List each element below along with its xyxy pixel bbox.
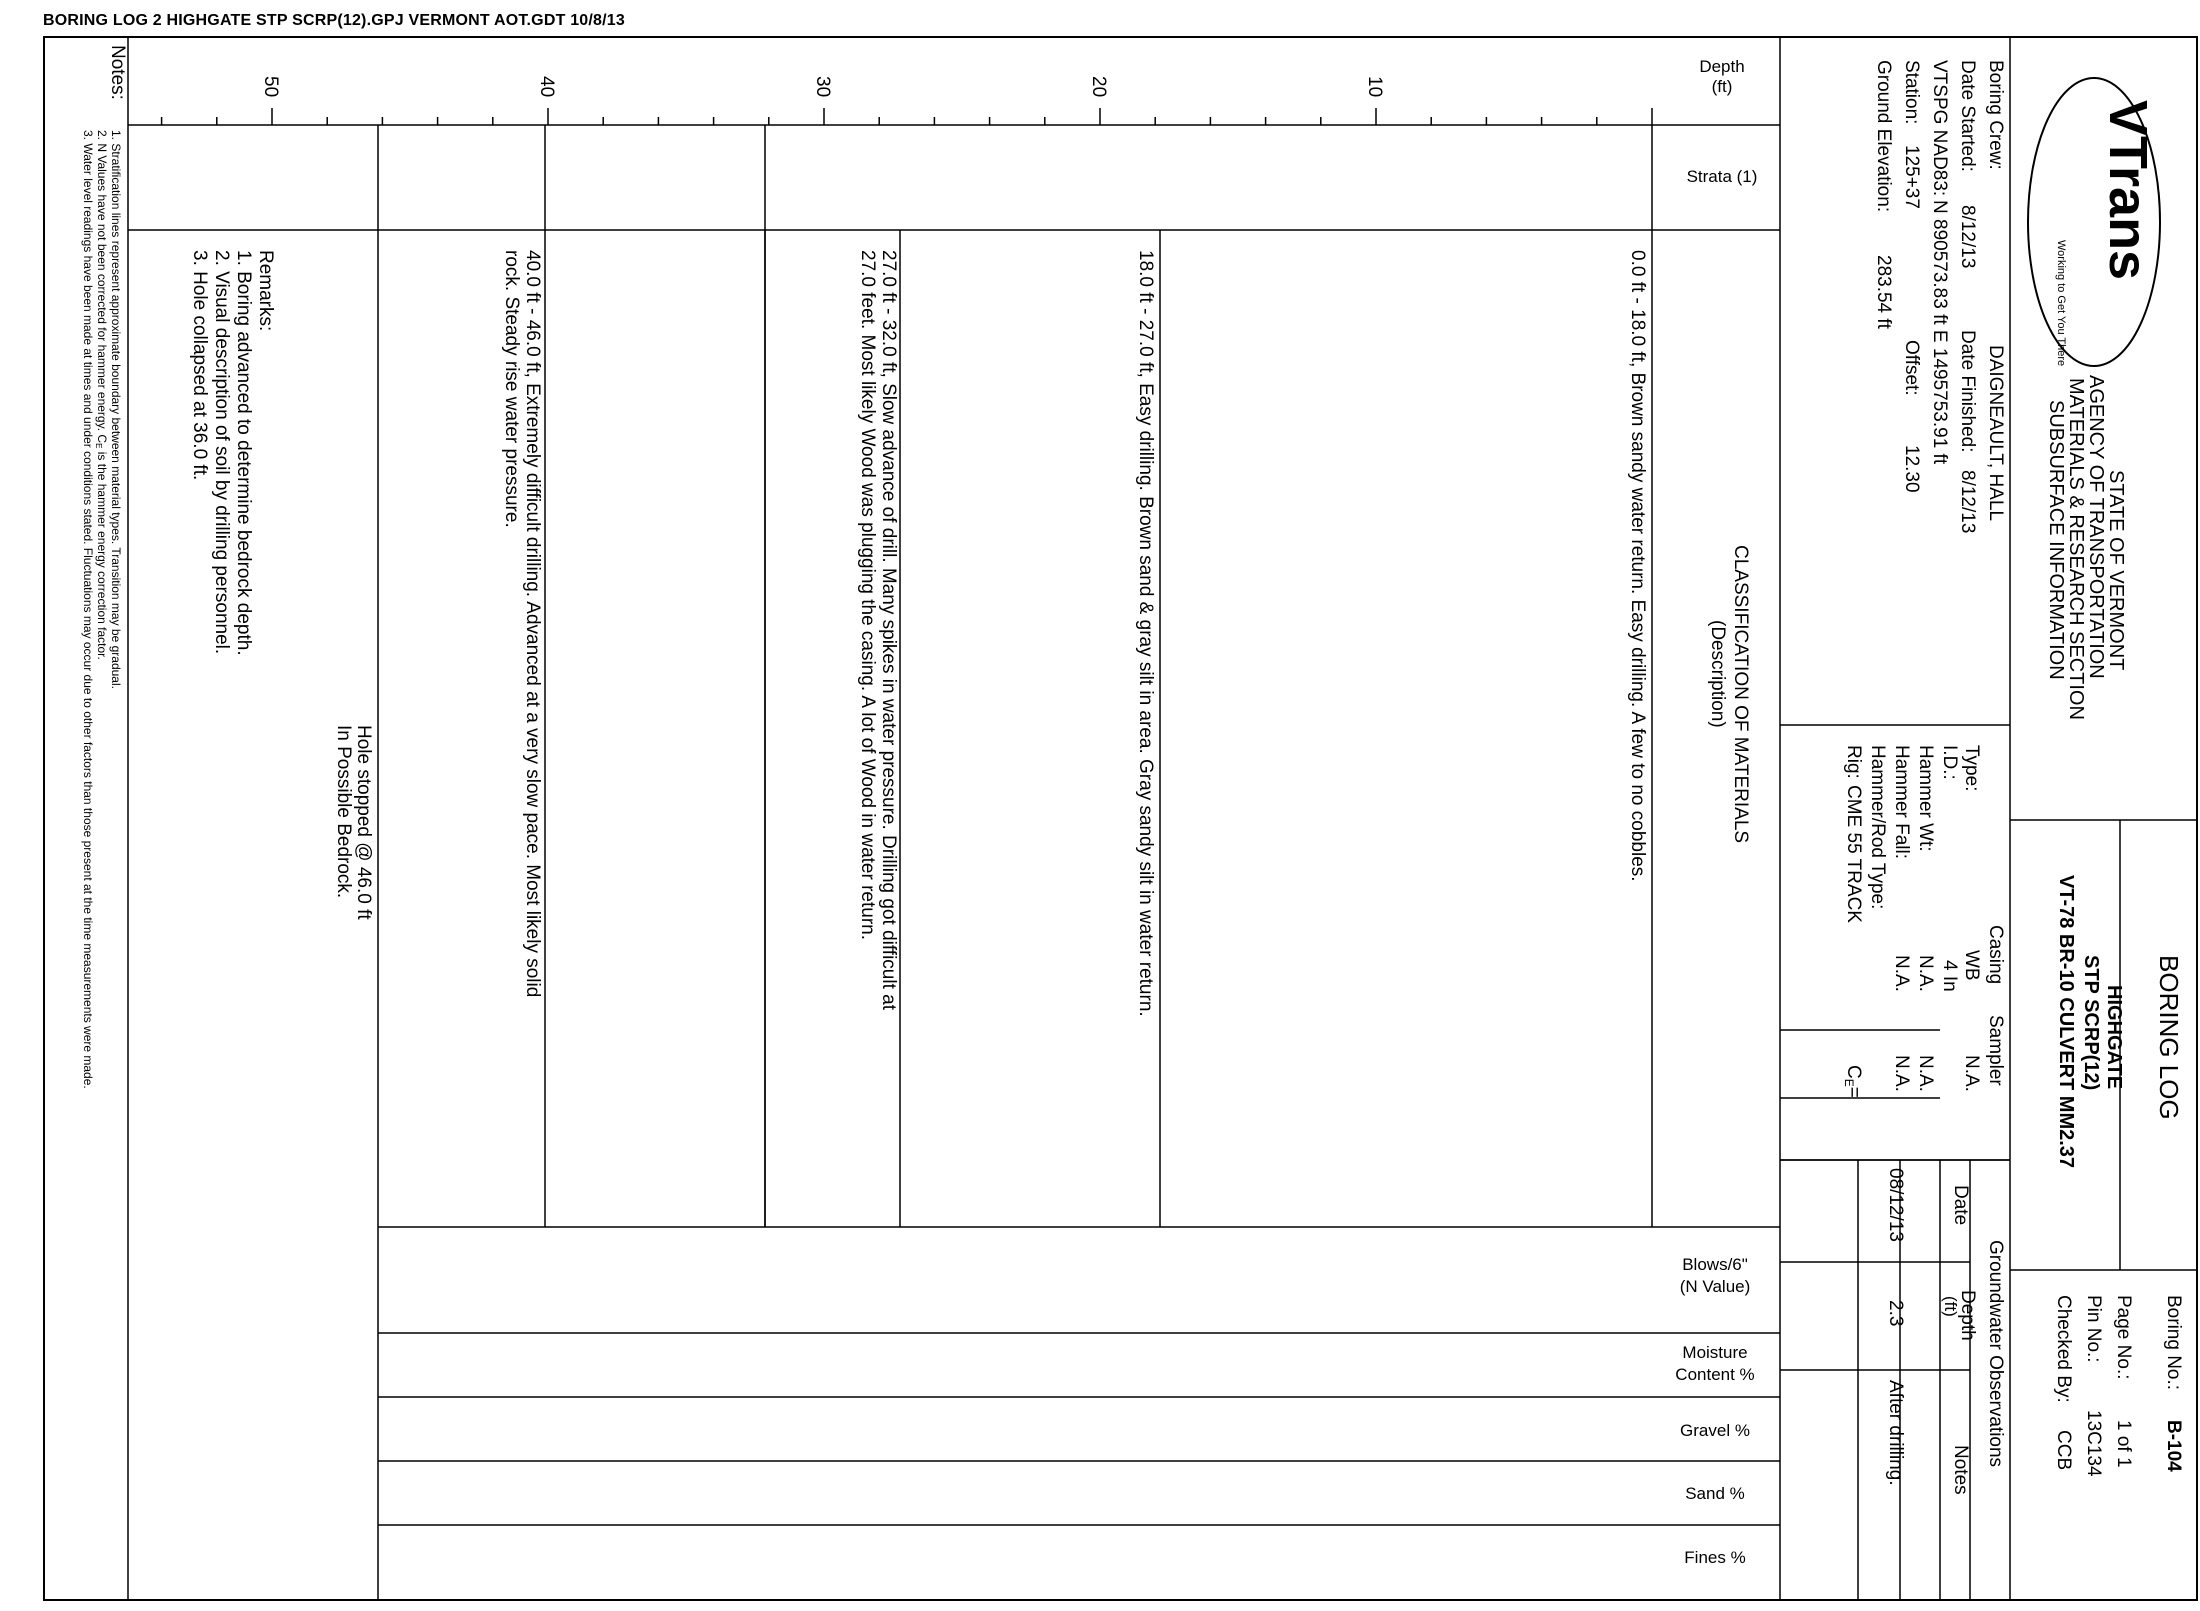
page-label: Page No.: (2113, 1295, 2134, 1380)
rig-label: Rig: (1843, 745, 1864, 779)
elev-value: 283.54 ft (1873, 255, 1894, 329)
offset-label: Offset: (1901, 340, 1922, 396)
gw-date: 08/12/13 (1885, 1168, 1906, 1242)
depth-tick-label: 40 (536, 76, 557, 98)
logo-text: VTrans (2098, 100, 2158, 281)
depth-tick-label: 20 (1088, 76, 1109, 98)
hole-stopped-note: In Possible Bedrock. (333, 725, 354, 899)
description-27-32-a: 27.0 ft - 32.0 ft, Slow advance of drill. Many spikes in water pressure. Drilling got difficult at (878, 250, 899, 1010)
casing-label: Casing (1985, 925, 2006, 985)
type-label: Type: (1961, 745, 1982, 792)
checked-by: CCB (2053, 1430, 2074, 1471)
rig-value: CME 55 TRACK (1843, 785, 1864, 923)
classification-subheader: (Description) (1707, 620, 1728, 728)
finished-value: 8/12/13 (1957, 470, 1978, 534)
crew-value: DAIGNEAULT, HALL (1985, 345, 2006, 521)
gw-title: Groundwater Observations (1985, 1240, 2006, 1468)
page-title: BORING LOG (2154, 955, 2184, 1120)
station-value: 125+37 (1901, 145, 1922, 209)
hole-stopped: Hole stopped @ 46.0 ft (353, 725, 374, 920)
hf-casing: N.A. (1891, 955, 1912, 992)
blows-header: Blows/6" (1682, 1255, 1748, 1274)
id-label: I.D.: (1939, 745, 1960, 780)
moisture-subheader: Content % (1675, 1365, 1755, 1384)
boring-no: B-104 (2163, 1420, 2184, 1472)
agency-line1: STATE OF VERMONT (2105, 470, 2127, 671)
hw-casing: N.A. (1915, 955, 1936, 992)
hf-sampler: N.A. (1891, 1055, 1912, 1092)
depth-header: Depth (1699, 57, 1745, 76)
agency-line4: SUBSURFACE INFORMATION (2045, 400, 2067, 680)
offset-value: 12.30 (1901, 445, 1922, 493)
sampler-label: Sampler (1985, 1015, 2006, 1086)
description-40-46-a: 40.0 ft - 46.0 ft, Extremely difficult drilling. Advanced at a very slow pace. Most likely solid (522, 250, 543, 998)
description-18-27: 18.0 ft - 27.0 ft, Easy drilling. Brown sand & gray silt in area. Gray sandy silt in water return. (1135, 250, 1156, 1017)
boring-no-label: Boring No.: (2163, 1295, 2184, 1391)
moisture-header: Moisture (1682, 1343, 1748, 1362)
note-1: 1. Stratification lines represent approximate boundary between material types. Transition may be gradual. (109, 130, 123, 689)
project-name: HIGHGATE (2103, 985, 2125, 1090)
gw-depth-unit: (ft) (1941, 1296, 1960, 1317)
type-casing: WB (1961, 950, 1982, 981)
gw-depth-label: Depth (1957, 1290, 1978, 1341)
project-number: STP SCRP(12) (2080, 955, 2102, 1091)
pin-label: Pin No.: (2083, 1295, 2104, 1363)
hw-label: Hammer Wt: (1915, 745, 1936, 852)
remark-1: 1. Boring advanced to determine bedrock depth. (233, 250, 254, 656)
agency-line3: MATERIALS & RESEARCH SECTION (2065, 378, 2087, 720)
gw-depth: 2.3 (1885, 1300, 1906, 1327)
nad-label: VTSPG NAD83: (1929, 60, 1950, 197)
remark-3: 3. Hole collapsed at 36.0 ft. (189, 250, 210, 481)
hf-label: Hammer Fall: (1891, 745, 1912, 860)
depth-tick-label: 30 (812, 76, 833, 98)
gw-date-label: Date (1950, 1185, 1971, 1226)
fines-header: Fines % (1684, 1548, 1746, 1567)
depth-tick-label: 10 (1364, 76, 1385, 98)
station-label: Station: (1901, 60, 1922, 125)
description-40-46-b: rock. Steady rise water pressure. (501, 250, 522, 528)
description-0-18: 0.0 ft - 18.0 ft, Brown sandy water return. Easy drilling. A few to no cobbles. (1627, 250, 1648, 882)
depth-tick-label: 50 (260, 76, 281, 98)
page-no: 1 of 1 (2113, 1420, 2134, 1468)
file-header: BORING LOG 2 HIGHGATE STP SCRP(12).GPJ VERMONT AOT.GDT 10/8/13 (43, 12, 625, 29)
sand-header: Sand % (1685, 1484, 1745, 1503)
description-27-32-b: 27.0 feet. Most likely Wood was plugging the casing. A lot of Wood in water return. (857, 250, 878, 941)
pin-no: 13C134 (2083, 1410, 2104, 1477)
vtrans-logo (2028, 78, 2160, 366)
note-2: 2. N Values have not been corrected for hammer energy. CE is the hammer energy correction factor. (94, 130, 109, 660)
logo-tagline: Working to Get You There (2055, 240, 2067, 367)
strata-header: Strata (1) (1686, 167, 1758, 186)
classification-header: CLASSIFICATION OF MATERIALS (1730, 545, 1751, 844)
gravel-header: Gravel % (1680, 1421, 1750, 1440)
depth-header-unit: (ft) (1711, 77, 1733, 96)
gw-notes-label: Notes (1950, 1445, 1971, 1495)
depth-axis (162, 108, 1652, 125)
blows-subheader: (N Value) (1679, 1277, 1751, 1296)
elev-label: Ground Elevation: (1873, 60, 1894, 213)
agency-line2: AGENCY OF TRANSPORTATION (2085, 375, 2107, 679)
finished-label: Date Finished: (1957, 330, 1978, 453)
remark-2: 2. Visual description of soil by drilling personnel. (211, 250, 232, 655)
gw-note: After drilling. (1885, 1380, 1906, 1486)
project-location: VT-78 BR-10 CULVERT MM2.37 (2055, 875, 2077, 1169)
id-casing: 4 In (1939, 960, 1960, 992)
nad-value: N 890573.83 ft E 1495753.91 ft (1929, 200, 1950, 465)
note-3: 3. Water level readings have been made at times and under conditions stated. Fluctuations may occur due to other factors than those present at the time measurements were made. (81, 130, 95, 1089)
remarks-title: Remarks: (255, 250, 276, 332)
notes-label: Notes: (107, 45, 128, 100)
crew-label: Boring Crew: (1985, 60, 2006, 170)
started-label: Date Started: (1957, 60, 1978, 172)
hw-sampler: N.A. (1915, 1055, 1936, 1092)
ce-label: CE= (1842, 1065, 1864, 1098)
checked-label: Checked By: (2053, 1295, 2074, 1403)
started-value: 8/12/13 (1957, 205, 1978, 269)
hr-label: Hammer/Rod Type: (1867, 745, 1888, 910)
type-sampler: N.A. (1961, 1055, 1982, 1092)
